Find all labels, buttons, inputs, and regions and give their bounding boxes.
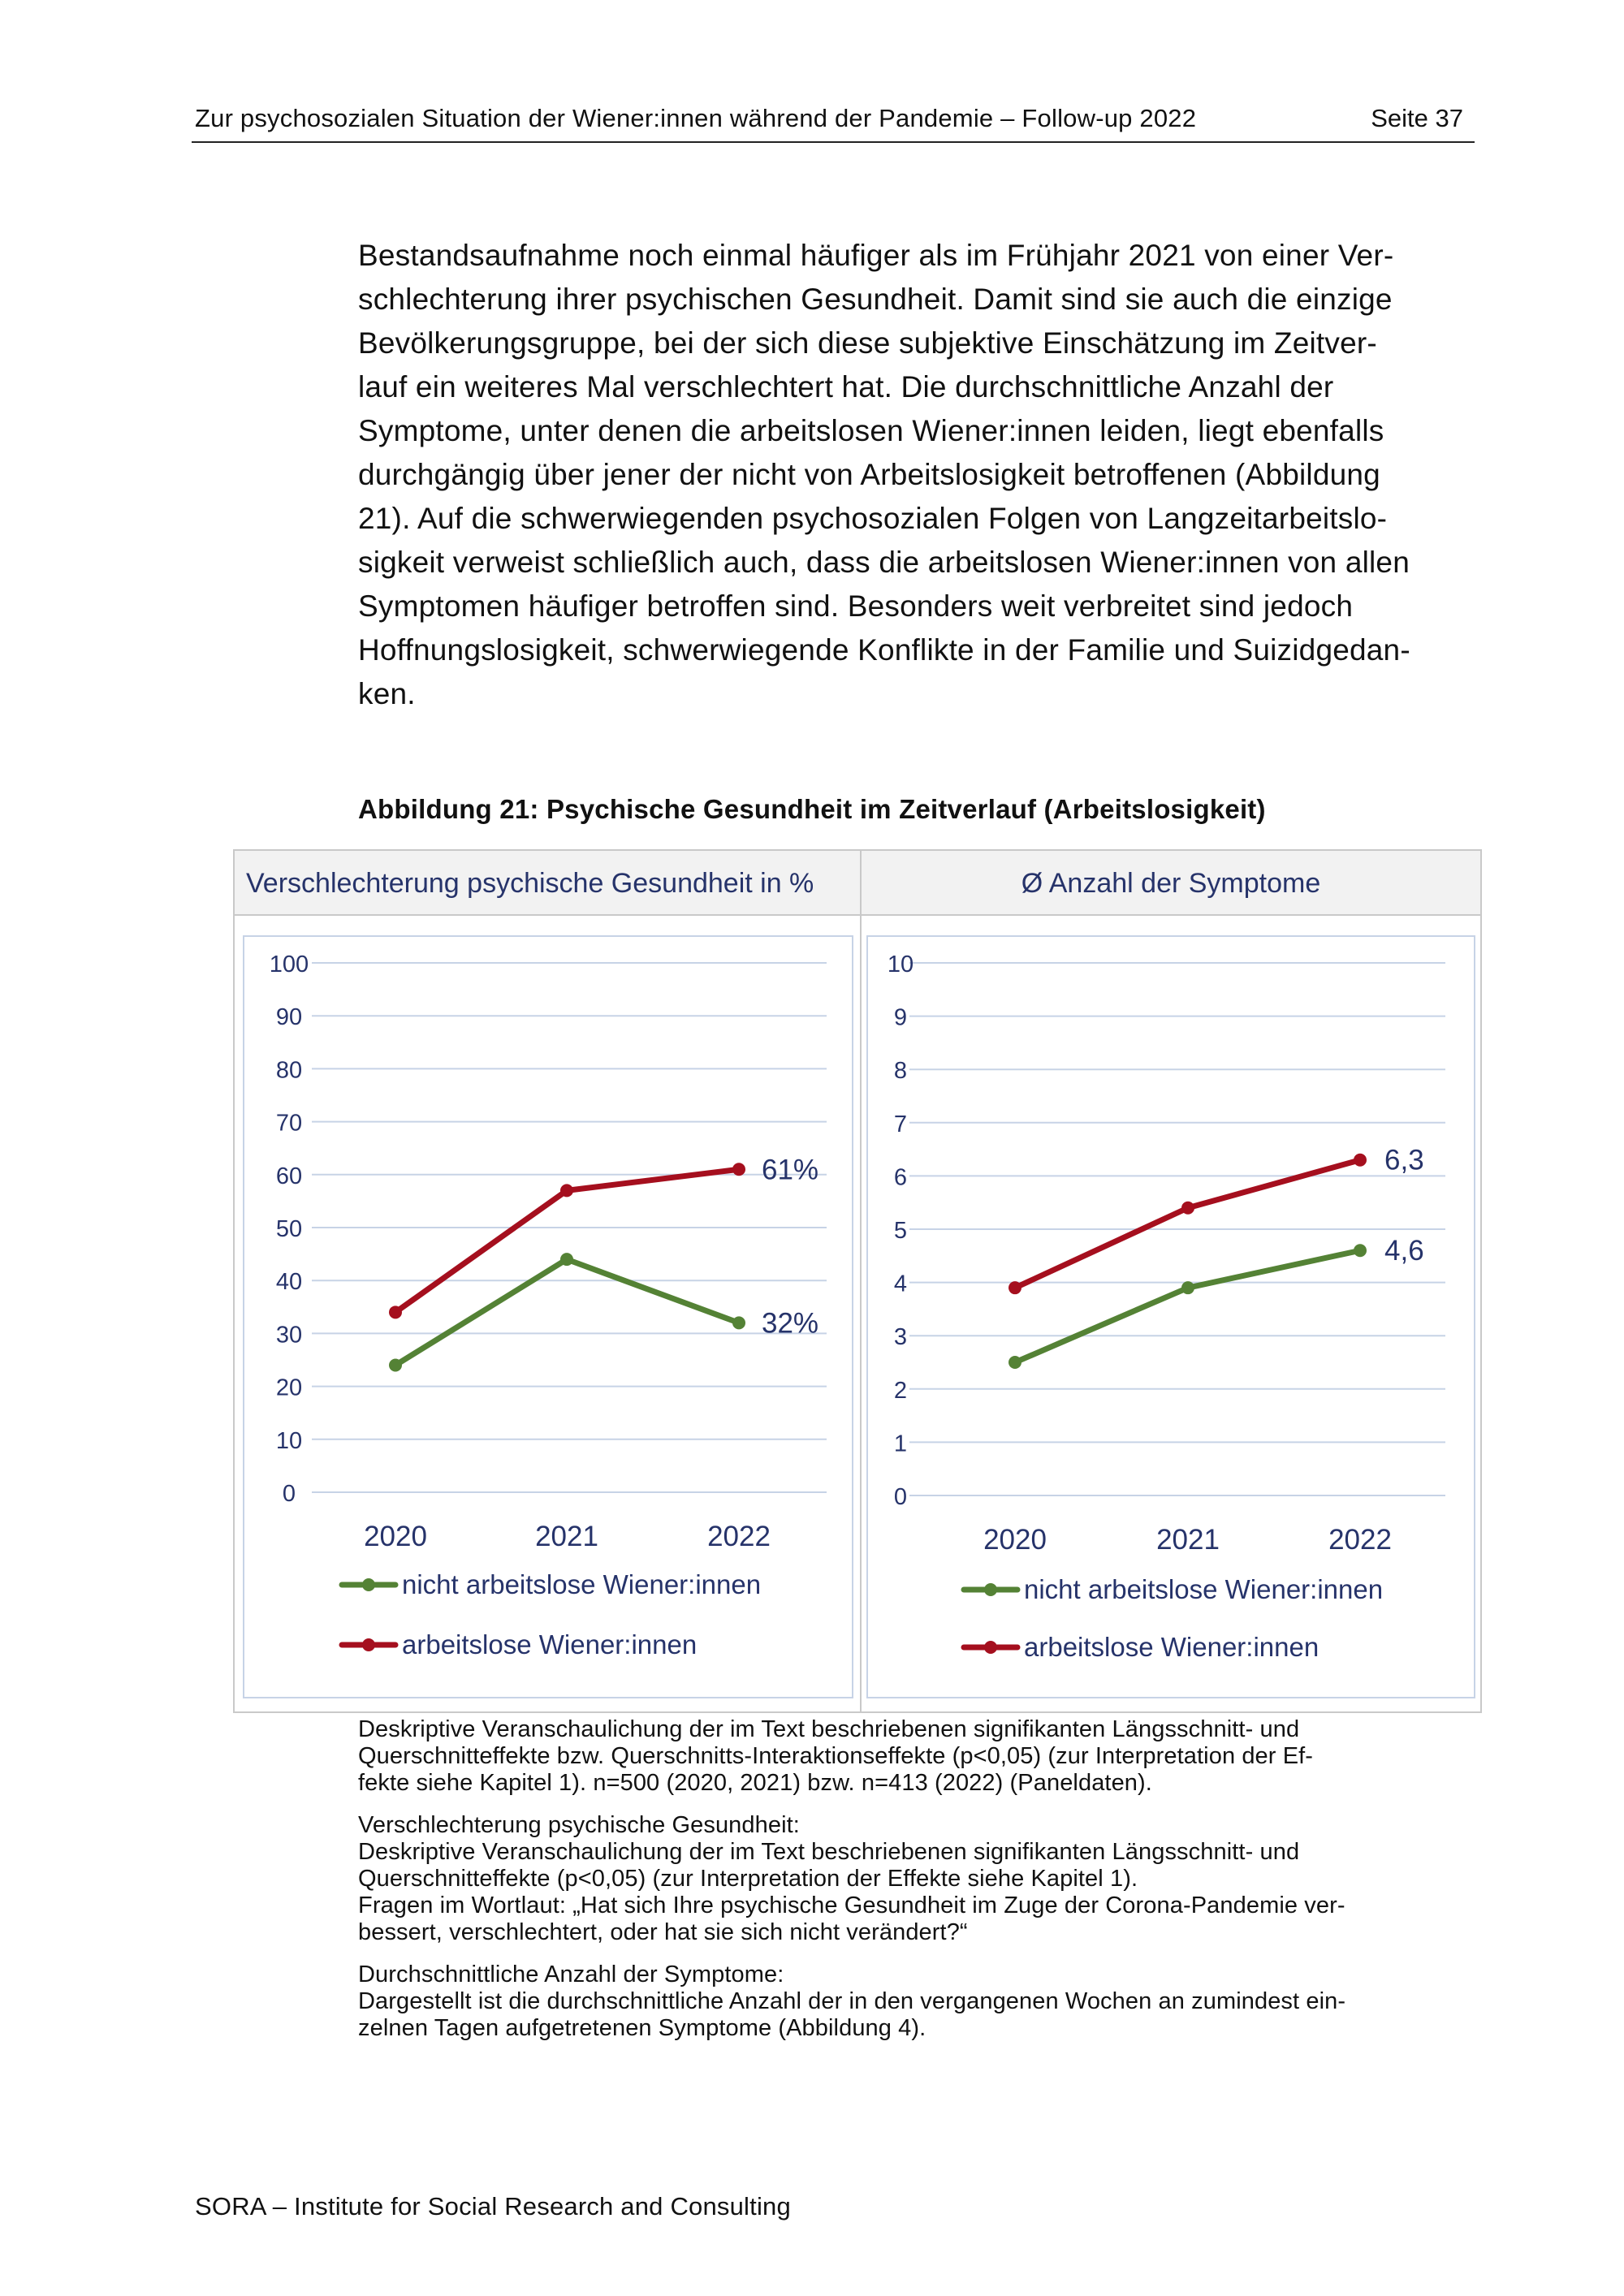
y-tick-label: 4 bbox=[893, 1271, 908, 1297]
y-tick-label: 50 bbox=[275, 1216, 303, 1242]
x-tick-label: 2021 bbox=[1156, 1524, 1220, 1556]
body-line: Symptomen häufiger betroffen sind. Besonders weit verbreitet sind jedoch bbox=[358, 589, 1354, 623]
body-paragraph bbox=[358, 234, 1472, 716]
panel-divider bbox=[860, 916, 862, 1711]
y-tick-label: 5 bbox=[893, 1218, 908, 1244]
body-line: durchgängig über jener der nicht von Arbeitslosigkeit betroffenen (Abbildung bbox=[358, 458, 1380, 491]
note-block bbox=[358, 1812, 1472, 1946]
x-tick-label: 2020 bbox=[983, 1524, 1047, 1556]
chart-title-left: Verschlechterung psychische Gesundheit in % bbox=[235, 851, 860, 916]
legend-label: arbeitslose Wiener:innen bbox=[1024, 1632, 1320, 1662]
note-line: zelnen Tagen aufgetretenen Symptome (Abbildung 4). bbox=[358, 2015, 926, 2041]
chart-title-right: Ø Anzahl der Symptome bbox=[860, 851, 1480, 916]
body-line: schlechterung ihrer psychischen Gesundheit. Damit sind sie auch die einzige bbox=[358, 283, 1393, 316]
x-tick-label: 2022 bbox=[707, 1521, 771, 1552]
series-line bbox=[1015, 1250, 1360, 1362]
legend-label: nicht arbeitslose Wiener:innen bbox=[402, 1569, 762, 1599]
data-point bbox=[1354, 1154, 1367, 1167]
note-block bbox=[358, 1716, 1472, 1797]
data-point bbox=[560, 1184, 573, 1197]
legend-marker bbox=[984, 1641, 997, 1654]
page-header bbox=[192, 101, 1475, 143]
data-point bbox=[1009, 1281, 1021, 1294]
page-footer: SORA – Institute for Social Research and Consulting bbox=[195, 2192, 791, 2220]
body-line: lauf ein weiteres Mal verschlechtert hat. Die durchschnittliche Anzahl der bbox=[358, 370, 1334, 404]
figure-notes bbox=[358, 1716, 1472, 2057]
y-tick-label: 9 bbox=[893, 1004, 908, 1031]
body-line: Symptome, unter denen die arbeitslosen Wiener:innen leiden, liegt ebenfalls bbox=[358, 414, 1384, 447]
page-number: Seite 37 bbox=[1371, 104, 1463, 132]
y-tick-label: 0 bbox=[893, 1484, 908, 1510]
data-point bbox=[560, 1253, 573, 1266]
chart-right bbox=[866, 935, 1475, 1698]
y-tick-label: 0 bbox=[282, 1481, 296, 1507]
figure-title: Abbildung 21: Psychische Gesundheit im Zeitverlauf (Arbeitslosigkeit) bbox=[358, 794, 1266, 824]
x-tick-label: 2021 bbox=[535, 1521, 598, 1552]
note-block bbox=[358, 1962, 1472, 2042]
body-line: sigkeit verweist schließlich auch, dass die arbeitslosen Wiener:innen von allen bbox=[358, 546, 1410, 579]
data-point bbox=[732, 1316, 745, 1329]
data-point bbox=[1009, 1356, 1021, 1369]
y-tick-label: 80 bbox=[275, 1057, 303, 1084]
y-tick-label: 2 bbox=[893, 1377, 908, 1404]
data-label: 6,3 bbox=[1384, 1144, 1424, 1176]
chart-left-svg bbox=[244, 937, 855, 1700]
y-tick-label: 10 bbox=[275, 1427, 303, 1454]
note-line: Deskriptive Veranschaulichung der im Text beschriebenen signifikanten Längsschnitt- und bbox=[358, 1839, 1300, 1865]
header-title: Zur psychosozialen Situation der Wiener:innen während der Pandemie – Follow-up 2022 bbox=[195, 104, 1197, 132]
y-tick-label: 90 bbox=[275, 1004, 303, 1031]
note-line: Querschnitteffekte (p<0,05) (zur Interpretation der Effekte siehe Kapitel 1). bbox=[358, 1866, 1138, 1892]
y-tick-label: 40 bbox=[275, 1269, 303, 1296]
chart-left bbox=[243, 935, 853, 1698]
figure-container bbox=[233, 849, 1482, 1713]
data-label: 61% bbox=[762, 1154, 819, 1186]
note-line: Dargestellt ist die durchschnittliche Anzahl der in den vergangenen Wochen an zumindest ein- bbox=[358, 1988, 1346, 2014]
body-line: ken. bbox=[358, 677, 416, 710]
body-line: 21). Auf die schwerwiegenden psychosozialen Folgen von Langzeitarbeitslo- bbox=[358, 502, 1388, 535]
note-line: Durchschnittliche Anzahl der Symptome: bbox=[358, 1962, 784, 1987]
data-point bbox=[389, 1359, 402, 1372]
note-line: Fragen im Wortlaut: „Hat sich Ihre psychische Gesundheit im Zuge der Corona-Pandemie ver- bbox=[358, 1892, 1345, 1918]
body-line: Hoffnungslosigkeit, schwerwiegende Konflikte in der Familie und Suizidgedan- bbox=[358, 633, 1410, 667]
y-tick-label: 3 bbox=[893, 1324, 908, 1351]
chart-right-svg bbox=[868, 937, 1477, 1700]
data-point bbox=[1354, 1244, 1367, 1257]
y-tick-label: 7 bbox=[893, 1111, 908, 1137]
note-line: bessert, verschlechtert, oder hat sie sich nicht verändert?“ bbox=[358, 1919, 968, 1945]
body-line: Bevölkerungsgruppe, bei der sich diese subjektive Einschätzung im Zeitver- bbox=[358, 326, 1377, 360]
x-tick-label: 2020 bbox=[364, 1521, 427, 1552]
note-line: fekte siehe Kapitel 1). n=500 (2020, 2021) bzw. n=413 (2022) (Paneldaten). bbox=[358, 1770, 1152, 1796]
note-line: Querschnitteffekte bzw. Querschnitts-Interaktionseffekte (p<0,05) (zur Interpretation der Ef- bbox=[358, 1743, 1314, 1769]
y-tick-label: 6 bbox=[893, 1164, 908, 1191]
note-line: Deskriptive Veranschaulichung der im Text beschriebenen signifikanten Längsschnitt- und bbox=[358, 1716, 1300, 1742]
data-point bbox=[732, 1163, 745, 1176]
legend-marker bbox=[362, 1638, 375, 1651]
legend-label: arbeitslose Wiener:innen bbox=[402, 1629, 698, 1659]
y-tick-label: 100 bbox=[269, 952, 309, 978]
legend-label: nicht arbeitslose Wiener:innen bbox=[1024, 1574, 1384, 1604]
y-tick-label: 30 bbox=[275, 1322, 303, 1349]
data-point bbox=[1181, 1281, 1194, 1294]
x-tick-label: 2022 bbox=[1328, 1524, 1392, 1556]
y-tick-label: 20 bbox=[275, 1375, 303, 1401]
data-point bbox=[389, 1306, 402, 1318]
series-line bbox=[1015, 1160, 1360, 1288]
data-label: 32% bbox=[762, 1307, 819, 1340]
y-tick-label: 10 bbox=[887, 952, 914, 978]
legend-marker bbox=[362, 1578, 375, 1591]
y-tick-label: 8 bbox=[893, 1058, 908, 1085]
y-tick-label: 60 bbox=[275, 1163, 303, 1189]
note-line: Verschlechterung psychische Gesundheit: bbox=[358, 1812, 800, 1838]
body-line: Bestandsaufnahme noch einmal häufiger als im Frühjahr 2021 von einer Ver- bbox=[358, 239, 1394, 272]
y-tick-label: 1 bbox=[893, 1431, 908, 1457]
y-tick-label: 70 bbox=[275, 1110, 303, 1137]
data-point bbox=[1181, 1202, 1194, 1215]
data-label: 4,6 bbox=[1384, 1235, 1424, 1267]
legend-marker bbox=[984, 1583, 997, 1596]
